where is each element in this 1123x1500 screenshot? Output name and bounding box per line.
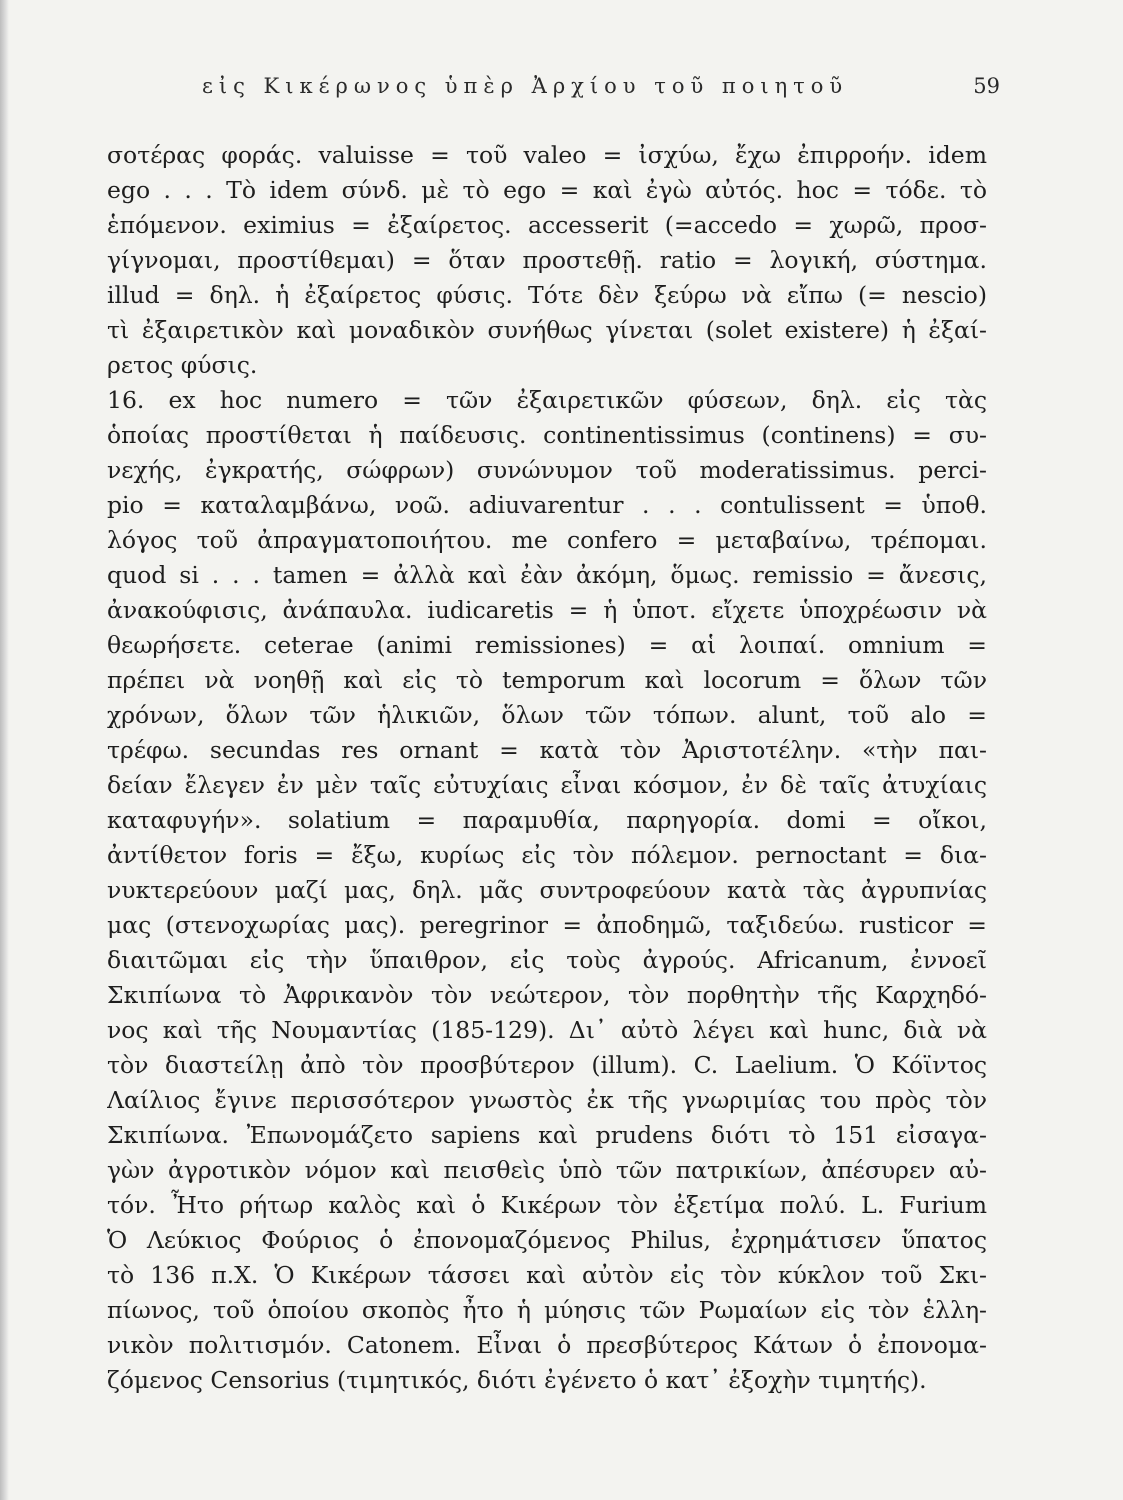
text-line: λόγος τοῦ ἀπραγματοποιήτου. me confero = μεταβαίνω, τρέπομαι. — [107, 526, 987, 554]
text-line: γὼν ἀγροτικὸν νόμον καὶ πεισθεὶς ὑπὸ τῶν πατρικίων, ἀπέσυρεν αὐ- — [107, 1156, 987, 1184]
text-line: pio = καταλαμβάνω, νοῶ. adiuvarentur . . . contulissent = ὑποθ. — [107, 491, 987, 519]
text-line: ζόμενος Censorius (τιμητικός, διότι ἐγένετο ὁ κατ᾿ ἐξοχὴν τιμητής). — [107, 1366, 927, 1394]
text-line: τὸ 136 π.Χ. Ὁ Κικέρων τάσσει καὶ αὐτὸν εἰς τὸν κύκλον τοῦ Σκι- — [107, 1261, 987, 1289]
text-line: πρέπει νὰ νοηθῇ καὶ εἰς τὸ temporum καὶ locorum = ὅλων τῶν — [107, 666, 987, 694]
text-line: ὁποίας προστίθεται ἡ παίδευσις. continentissimus (continens) = συ- — [107, 421, 987, 449]
text-line: θεωρήσετε. ceterae (animi remissiones) = αἱ λοιπαί. omnium = — [107, 631, 987, 659]
text-line: χρόνων, ὅλων τῶν ἡλικιῶν, ὅλων τῶν τόπων. alunt, τοῦ alo = — [107, 701, 987, 729]
running-title: εἰς Κικέρωνος ὑπὲρ Ἀρχίου τοῦ ποιητοῦ — [202, 74, 849, 98]
text-line: διαιτῶμαι εἰς τὴν ὕπαιθρον, εἰς τοὺς ἀγρούς. Africanum, ἐννοεῖ — [107, 946, 987, 974]
text-line: μας (στενοχωρίας μας). peregrinor = ἀποδημῶ, ταξιδεύω. rusticor = — [107, 911, 987, 939]
text-line: νυκτερεύουν μαζί μας, δηλ. μᾶς συντροφεύουν κατὰ τὰς ἀγρυπνίας — [107, 876, 987, 904]
page-number: 59 — [973, 74, 1000, 98]
text-line: Σκιπίωνα. Ἐπωνομάζετο sapiens καὶ prudens διότι τὸ 151 εἰσαγα- — [107, 1121, 987, 1149]
text-line: ego . . . Τὸ idem σύνδ. μὲ τὸ ego = καὶ ἐγὼ αὐτός. hoc = τόδε. τὸ — [107, 176, 987, 204]
text-line: ἀντίθετον foris = ἔξω, κυρίως εἰς τὸν πόλεμον. pernoctant = δια- — [107, 841, 987, 869]
text-line: τὶ ἐξαιρετικὸν καὶ μοναδικὸν συνήθως γίνεται (solet existere) ἡ ἐξαί- — [107, 316, 987, 344]
page-binding-edge — [0, 0, 9, 1500]
text-line: ἀνακούφισις, ἀνάπαυλα. iudicaretis = ἡ ὑποτ. εἴχετε ὑποχρέωσιν νὰ — [107, 596, 987, 624]
text-line: ρετος φύσις. — [107, 351, 258, 379]
text-line: Ὁ Λεύκιος Φούριος ὁ ἐπονομαζόμενος Philus, ἐχρημάτισεν ὕπατος — [107, 1226, 987, 1254]
text-line: illud = δηλ. ἡ ἐξαίρετος φύσις. Τότε δὲν ξεύρω νὰ εἴπω (= nescio) — [107, 281, 987, 309]
text-line: νικὸν πολιτισμόν. Catonem. Εἶναι ὁ πρεσβύτερος Κάτων ὁ ἐπονομα- — [107, 1331, 987, 1359]
section-16-start: 16. ex hoc numero = τῶν ἐξαιρετικῶν φύσεων, δηλ. εἰς τὰς — [107, 386, 987, 414]
text-line: ἑπόμενον. eximius = ἐξαίρετος. accesserit (=accedo = χωρῶ, προσ- — [107, 211, 987, 239]
text-line: Σκιπίωνα τὸ Ἀφρικανὸν τὸν νεώτερον, τὸν πορθητὴν τῆς Καρχηδό- — [107, 981, 987, 1009]
text-line: τὸν διαστείλῃ ἀπὸ τὸν προσβύτερον (illum). C. Laelium. Ὁ Κόϊντος — [107, 1051, 987, 1079]
text-line: νεχής, ἐγκρατής, σώφρων) συνώνυμον τοῦ moderatissimus. perci- — [107, 456, 987, 484]
text-line: δείαν ἔλεγεν ἐν μὲν ταῖς εὐτυχίαις εἶναι κόσμον, ἐν δὲ ταῖς ἀτυχίαις — [107, 771, 987, 799]
text-line: καταφυγήν». solatium = παραμυθία, παρηγορία. domi = οἴκοι, — [107, 806, 987, 834]
text-line: νος καὶ τῆς Νουμαντίας (185-129). Δι᾿ αὐτὸ λέγει καὶ hunc, διὰ νὰ — [107, 1016, 987, 1044]
text-line: γίγνομαι, προστίθεμαι) = ὅταν προστεθῇ. ratio = λογική, σύστημα. — [107, 246, 987, 274]
text-line: τρέφω. secundas res ornant = κατὰ τὸν Ἀριστοτέλην. «τὴν παι- — [107, 736, 987, 764]
commentary-text — [107, 138, 987, 1398]
text-line: τόν. Ἦτο ρήτωρ καλὸς καὶ ὁ Κικέρων τὸν ἐξετίμα πολύ. L. Furium — [107, 1191, 987, 1219]
text-line: Λαίλιος ἔγινε περισσότερον γνωστὸς ἐκ τῆς γνωριμίας του πρὸς τὸν — [107, 1086, 987, 1114]
text-line: πίωνος, τοῦ ὁποίου σκοπὸς ἦτο ἡ μύησις τῶν Ρωμαίων εἰς τὸν ἑλλη- — [107, 1296, 987, 1324]
text-line: σοτέρας φοράς. valuisse = τοῦ valeo = ἰσχύω, ἔχω ἐπιρροήν. idem — [107, 141, 987, 169]
text-line: quod si . . . tamen = ἀλλὰ καὶ ἐὰν ἀκόμη, ὅμως. remissio = ἄνεσις, — [107, 561, 987, 589]
